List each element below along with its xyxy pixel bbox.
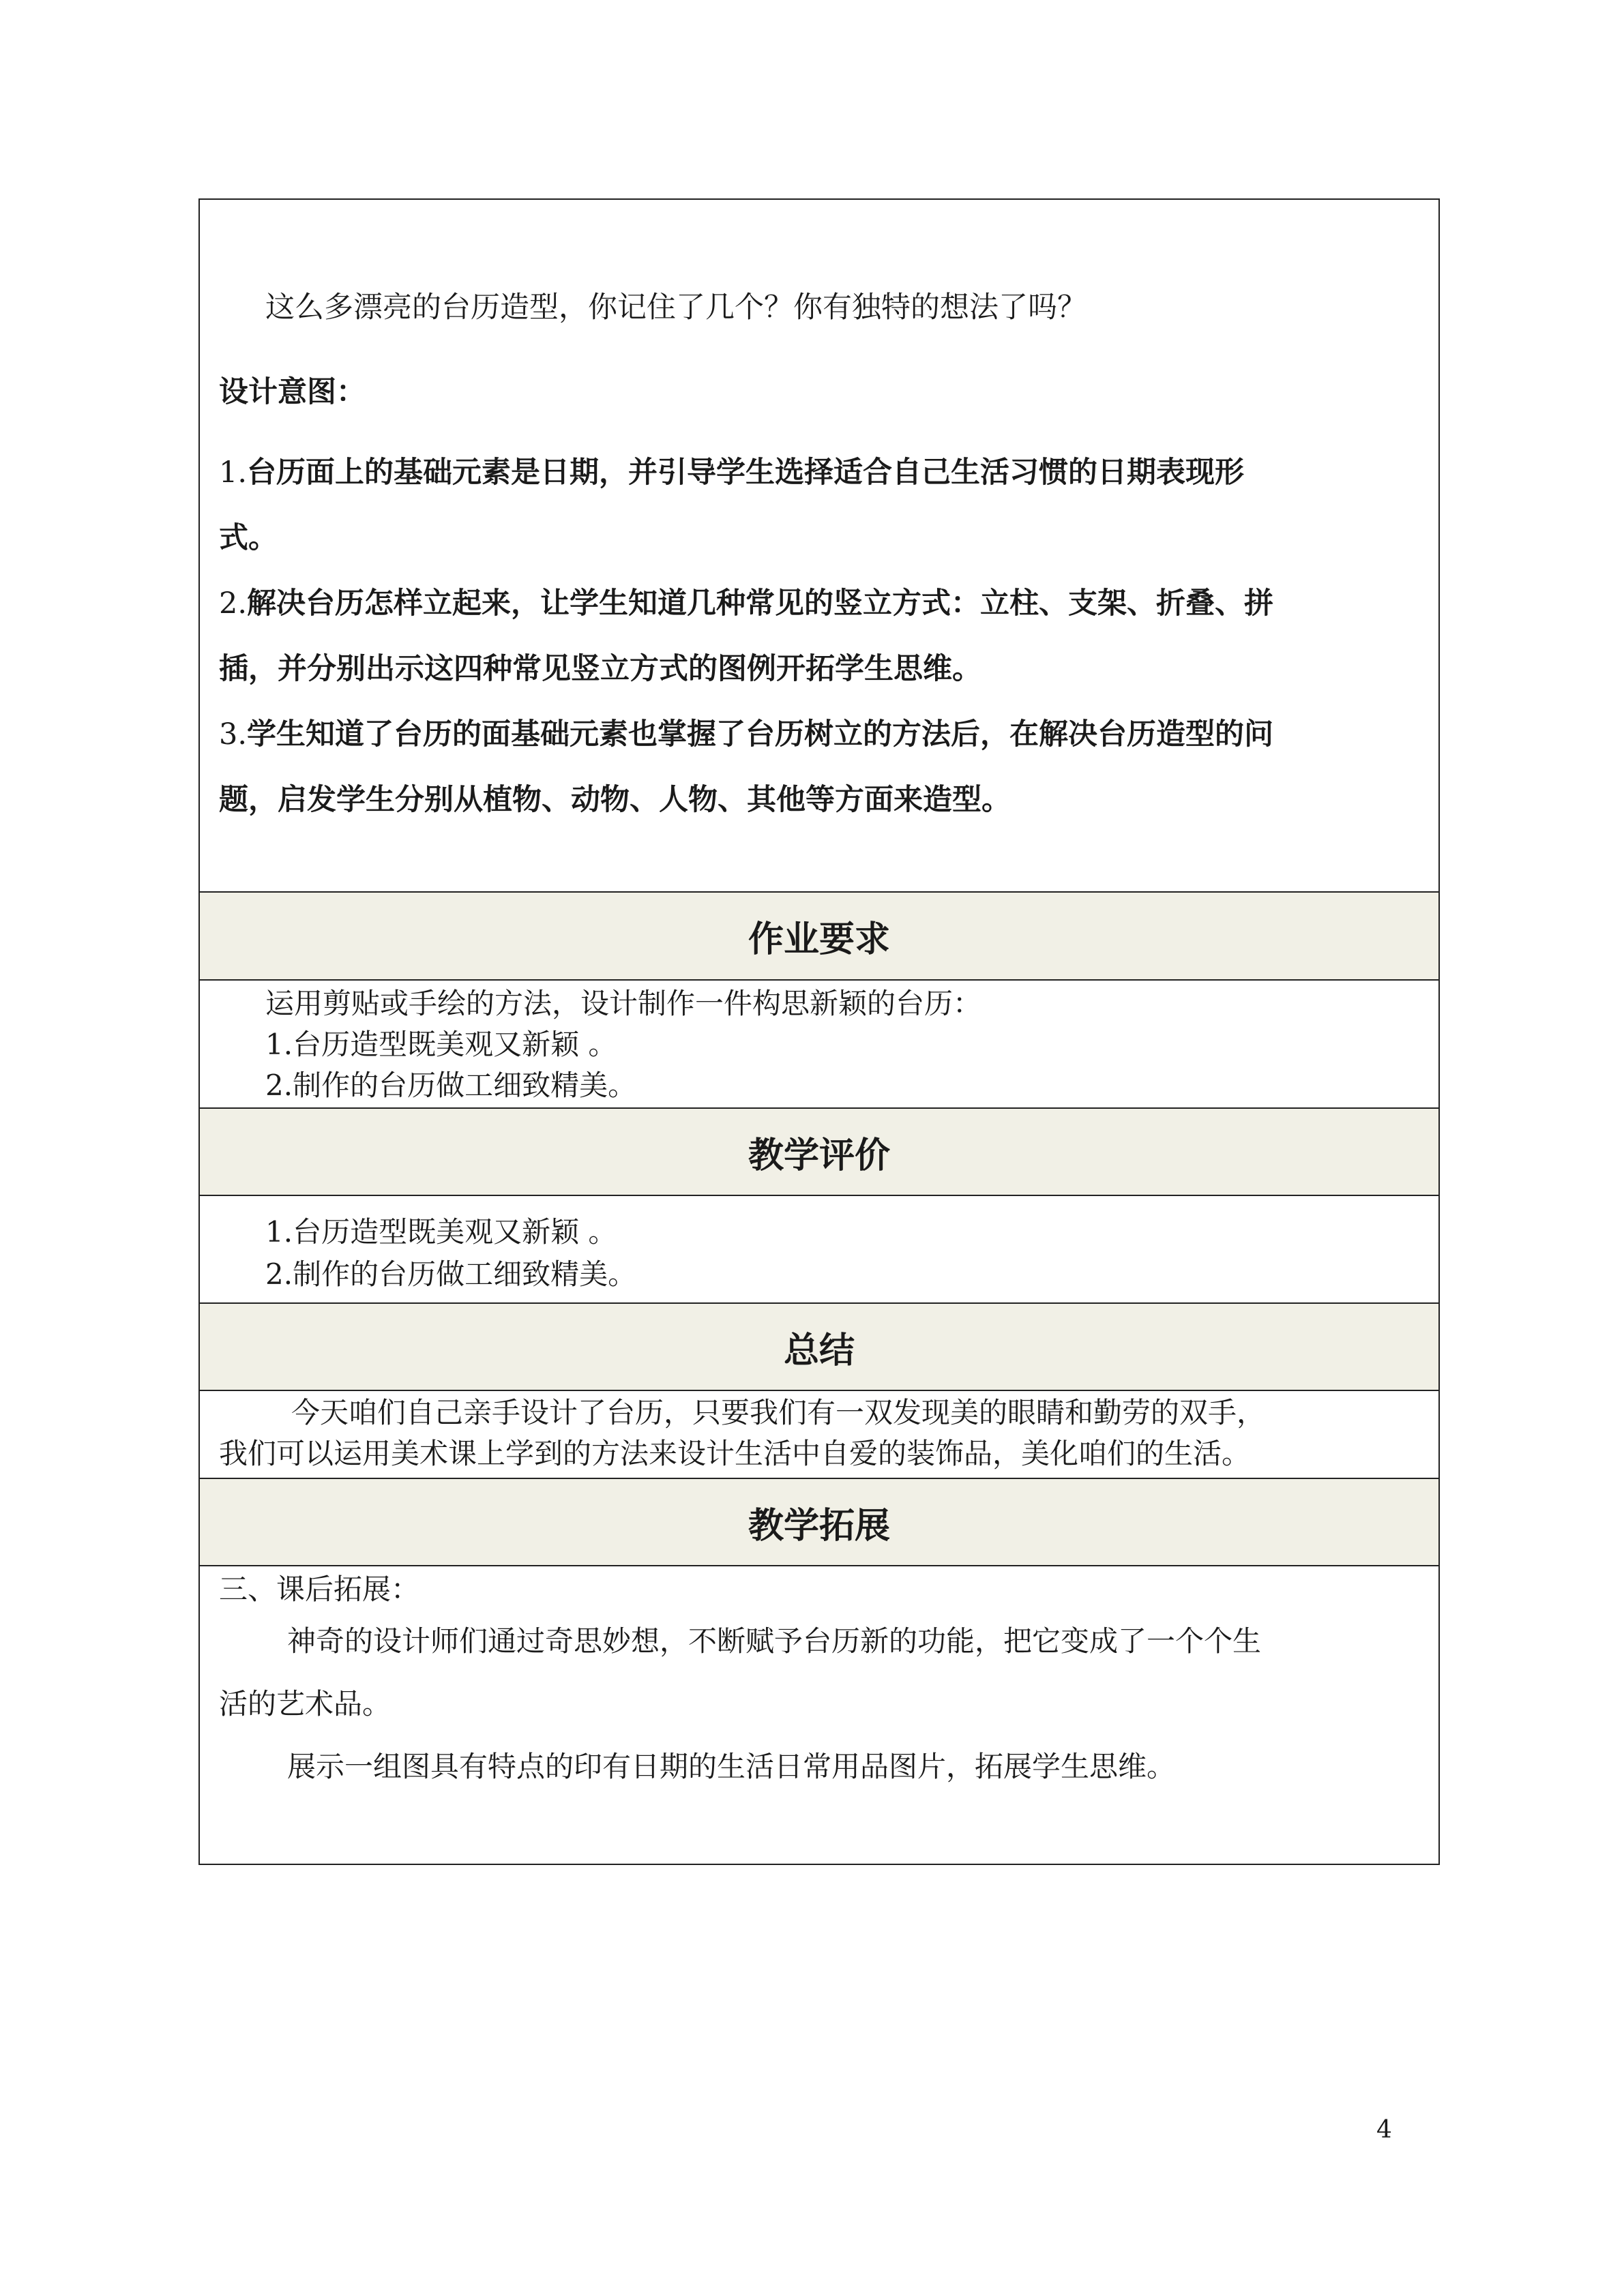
extension-line: 神奇的设计师们通过奇思妙想，不断赋予台历新的功能，把它变成了一个个生 xyxy=(287,1624,1262,1658)
summary-heading: 总结 xyxy=(200,1302,1438,1390)
homework-line: 1.台历造型既美观又新颖 。 xyxy=(265,1028,617,1061)
point-text: 解决台历怎样立起来，让学生知道几种常见的竖立方式：立柱、支架、折叠、拼 xyxy=(247,586,1274,621)
point-text: 插，并分别出示这四种常见竖立方式的图例开拓学生思维。 xyxy=(219,652,981,686)
evaluation-body xyxy=(200,1195,1438,1302)
homework-line: 运用剪贴或手绘的方法，设计制作一件构思新颖的台历： xyxy=(265,987,982,1020)
point-text: 学生知道了台历的面基础元素也掌握了台历树立的方法后，在解决台历造型的问 xyxy=(247,717,1274,751)
point-number: 2. xyxy=(219,586,248,621)
homework-heading: 作业要求 xyxy=(200,891,1438,979)
summary-body xyxy=(200,1390,1438,1478)
extension-line: 展示一组图具有特点的印有日期的生活日常用品图片，拓展学生思维。 xyxy=(287,1750,1176,1783)
summary-line: 我们可以运用美术课上学到的方法来设计生活中自爱的装饰品，美化咱们的生活。 xyxy=(219,1437,1251,1470)
point-number: 3. xyxy=(219,717,248,751)
evaluation-line: 2.制作的台历做工细致精美。 xyxy=(265,1257,637,1291)
summary-line: 今天咱们自己亲手设计了台历，只要我们有一双发现美的眼睛和勤劳的双手， xyxy=(291,1396,1266,1429)
design-point-3 xyxy=(219,702,1419,833)
point-number: 1. xyxy=(219,456,248,490)
extension-heading: 教学拓展 xyxy=(200,1478,1438,1565)
design-point-2 xyxy=(219,571,1419,702)
design-intent-section xyxy=(200,200,1438,891)
point-text: 题，启发学生分别从植物、动物、人物、其他等方面来造型。 xyxy=(219,783,1011,817)
lesson-plan-table xyxy=(198,198,1440,1865)
extension-body xyxy=(200,1565,1438,1864)
point-text: 式。 xyxy=(219,521,278,555)
extension-line: 活的艺术品。 xyxy=(219,1687,392,1720)
evaluation-heading: 教学评价 xyxy=(200,1107,1438,1195)
evaluation-line: 1.台历造型既美观又新颖 。 xyxy=(265,1215,617,1249)
design-point-1 xyxy=(219,440,1419,571)
homework-line: 2.制作的台历做工细致精美。 xyxy=(265,1069,637,1102)
homework-body xyxy=(200,979,1438,1107)
page-number: 4 xyxy=(1376,2116,1392,2144)
design-intent-heading: 设计意图： xyxy=(219,375,366,409)
point-text: 台历面上的基础元素是日期，并引导学生选择适合自己生活习惯的日期表现形 xyxy=(247,456,1245,490)
extension-subheading: 三、课后拓展： xyxy=(219,1572,420,1606)
intro-question: 这么多漂亮的台历造型，你记住了几个？你有独特的想法了吗？ xyxy=(265,290,1087,325)
